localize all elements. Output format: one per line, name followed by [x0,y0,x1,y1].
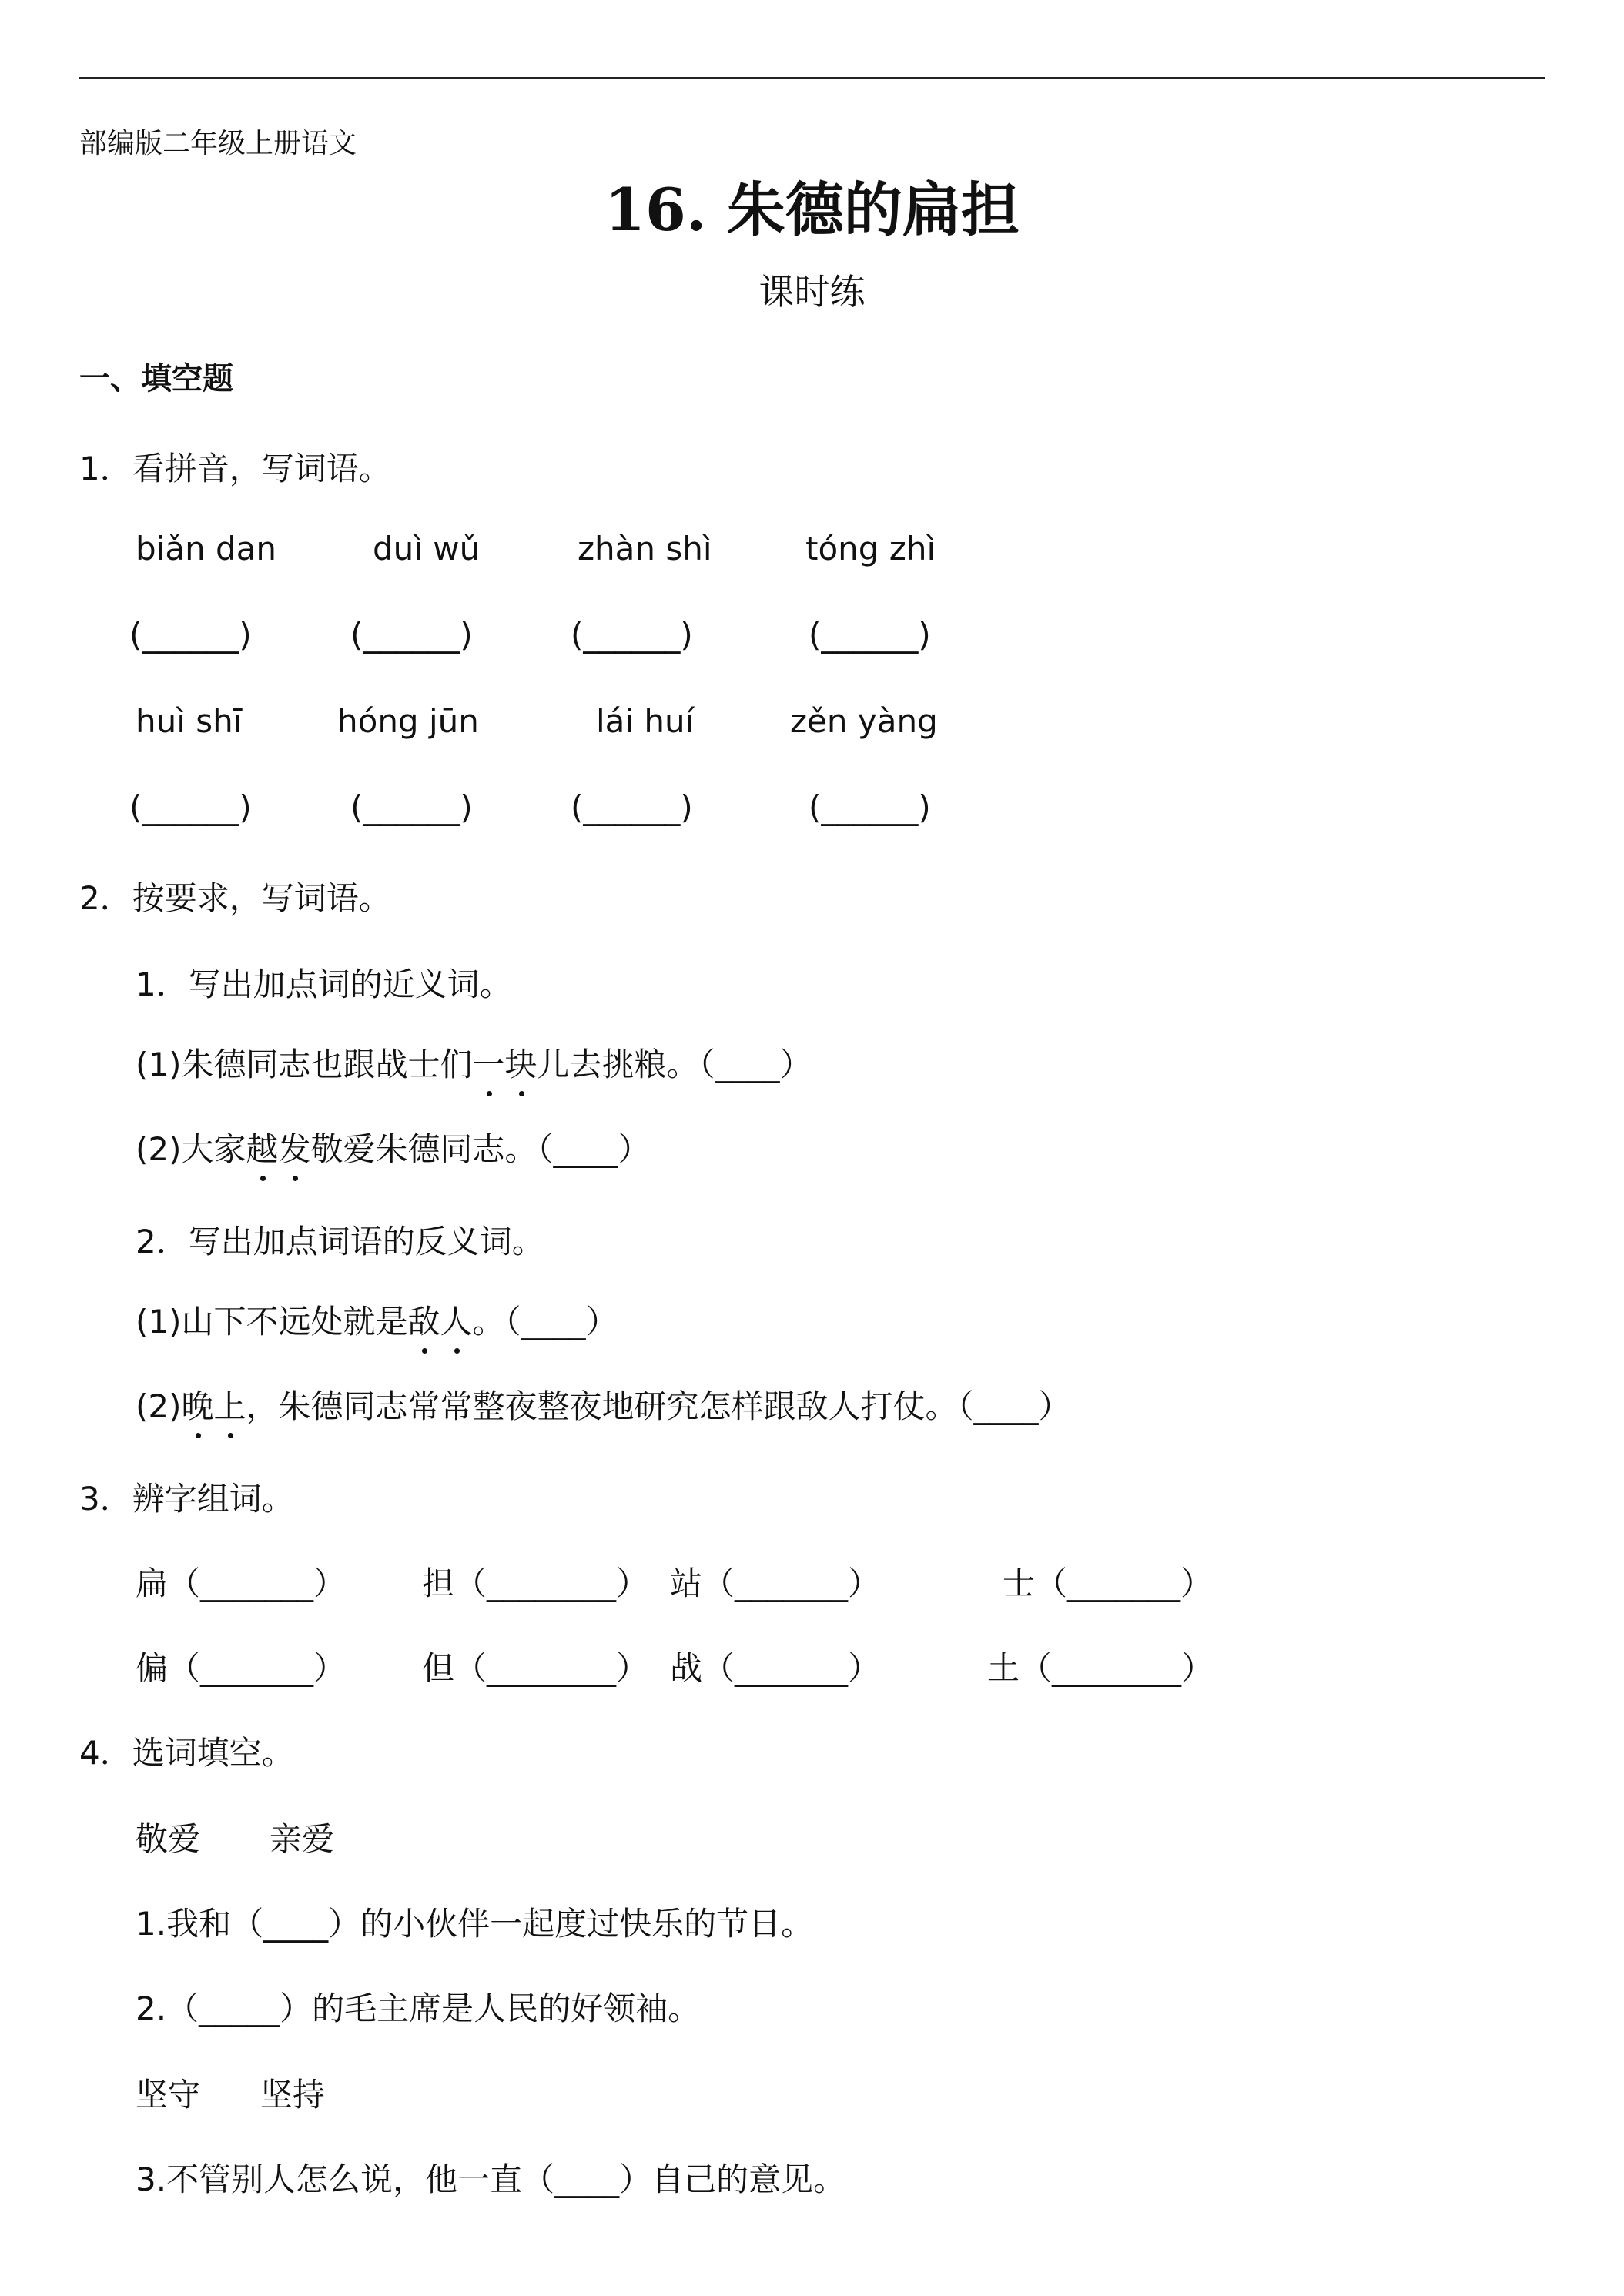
answer-blank[interactable]: (______) [571,616,693,654]
page-title: 16. 朱德的扁担 [604,176,1020,244]
pinyin-2: duì wǔ [373,530,481,567]
dotted-character: 晚 [182,1381,214,1427]
word-choice: 敬爱 [136,1820,201,1858]
word-pair-input[interactable]: 扁（_______） [136,1565,347,1602]
sentence-text: (1)山下不远处就是 [136,1303,408,1340]
question-2-item-2 [136,1124,651,1170]
dotted-character: 越 [246,1124,279,1170]
pinyin-3: zhàn shì [578,530,712,567]
question-2-item-3 [136,1297,618,1343]
question-4-prompt: 4．选词填空。 [79,1734,294,1772]
sentence-text[interactable]: 敬爱朱德同志。（____） [310,1130,651,1168]
pinyin-8: zěn yàng [790,702,938,740]
question-2-item-1 [136,1039,812,1086]
pinyin-4: tóng zhì [805,530,936,567]
answer-blank[interactable]: (______) [129,788,252,826]
word-pair-input[interactable]: 偏（_______） [136,1649,347,1687]
pinyin-1: biǎn dan [136,530,277,567]
sentence-text: (2)大家 [136,1130,246,1168]
word-pair-input[interactable]: 但（________） [422,1649,649,1687]
dotted-character: 敌 [408,1297,440,1343]
answer-blank[interactable]: (______) [809,616,931,654]
pinyin-7: lái huí [596,702,695,740]
answer-blank[interactable]: (______) [129,616,252,654]
sentence-text[interactable]: 。（____） [472,1303,618,1340]
dotted-character: 块 [505,1039,537,1086]
pinyin-6: hóng jūn [337,702,479,740]
word-choice: 坚守 [136,2076,201,2114]
sentence-text[interactable]: 儿去挑粮。（____） [537,1046,812,1083]
section-heading: 一、填空题 [79,361,233,397]
answer-blank[interactable]: (______) [809,788,931,826]
sentence-text: (1)朱德同志也跟战士们 [136,1046,473,1083]
fill-sentence-1[interactable]: 1.我和（____）的小伙伴一起度过快乐的节日。 [136,1905,814,1943]
word-pair-input[interactable]: 士（_______） [1003,1565,1214,1602]
sentence-text: (2) [136,1387,182,1425]
word-choice: 亲爱 [270,1820,335,1858]
question-2-sub-1: 1．写出加点词的近义词。 [136,966,512,1003]
top-rule [79,77,1545,79]
dotted-character: 上 [214,1381,246,1427]
answer-blank[interactable]: (______) [571,788,693,826]
fill-sentence-3[interactable]: 3.不管别人怎么说，他一直（____）自己的意见。 [136,2160,846,2198]
word-pair-input[interactable]: 担（________） [422,1565,649,1602]
page-subtitle: 课时练 [758,271,866,313]
dotted-character: 一 [473,1039,505,1086]
word-choice: 坚持 [260,2076,326,2114]
answer-blank[interactable]: (______) [350,616,473,654]
question-2-prompt: 2．按要求，写词语。 [79,879,391,917]
fill-sentence-2[interactable]: 2.（_____）的毛主席是人民的好领袖。 [136,1990,701,2027]
header-note: 部编版二年级上册语文 [79,128,357,159]
question-2-sub-2: 2．写出加点词语的反义词。 [136,1223,544,1260]
question-1-prompt: 1．看拼音，写词语。 [79,450,391,487]
word-pair-input[interactable]: 土（________） [987,1649,1214,1687]
dotted-character: 发 [279,1124,311,1170]
word-pair-input[interactable]: 战（_______） [670,1649,881,1687]
sentence-text[interactable]: ，朱德同志常常整夜整夜地研究怎样跟敌人打仗。（____） [246,1387,1071,1425]
dotted-character: 人 [440,1297,473,1343]
question-3-prompt: 3．辨字组词。 [79,1480,294,1518]
word-pair-input[interactable]: 站（_______） [670,1565,881,1602]
question-2-item-4 [136,1381,1071,1427]
pinyin-5: huì shī [136,702,243,740]
answer-blank[interactable]: (______) [350,788,473,826]
